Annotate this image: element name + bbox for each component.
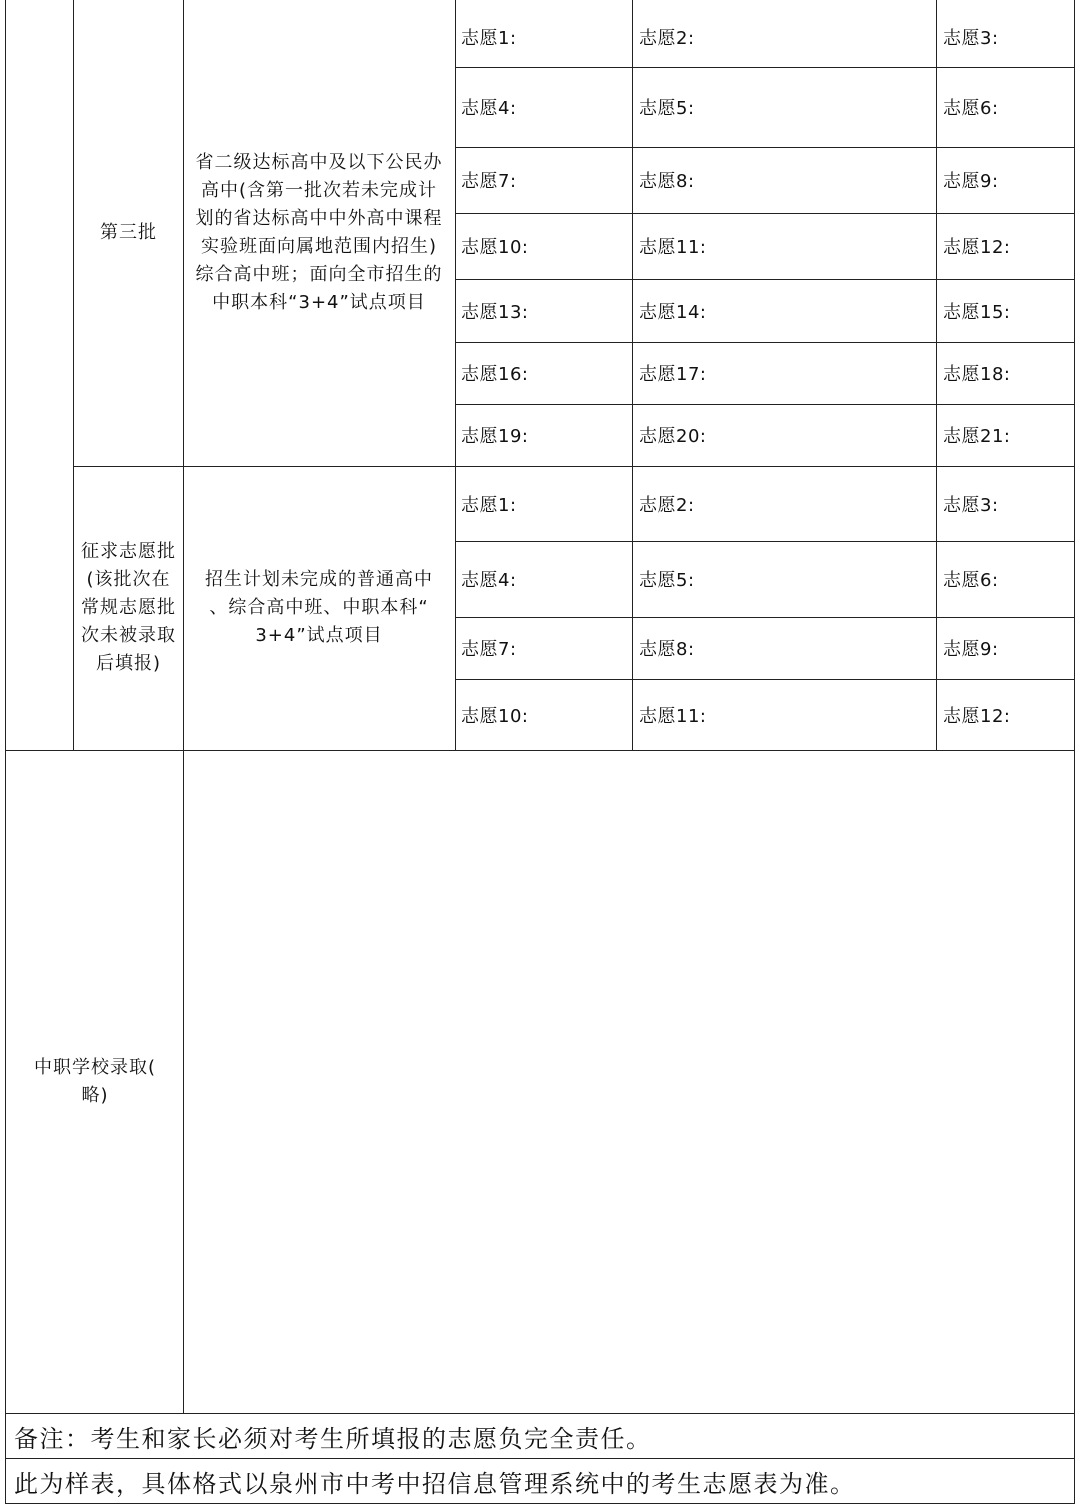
choice-cell[interactable] <box>639 342 935 404</box>
choice-label: 志愿19: <box>461 426 529 447</box>
choice-cell[interactable] <box>461 279 631 342</box>
solicit-description: 招生计划未完成的普通高中 、综合高中班、中职本科“ 3+4”试点项目 <box>205 569 433 646</box>
batch3-label: 第三批 <box>100 222 157 243</box>
choice-label: 志愿9: <box>943 171 999 192</box>
choice-cell[interactable] <box>943 213 1073 279</box>
batch3-description: 省二级达标高中及以下公民办 高中(含第一批次若未完成计 划的省达标高中中外高中课程 实验班面向属地范围内招生) 综合高中班；面向全市招生的 中职本科“3+4”试点项目 <box>195 152 443 313</box>
choice-cell[interactable] <box>461 147 631 213</box>
choice-cell[interactable] <box>943 279 1073 342</box>
choice-cell[interactable] <box>943 6 1073 67</box>
divider-col-4 <box>632 0 633 750</box>
choice-label: 志愿4: <box>461 570 517 591</box>
choice-label: 志愿7: <box>461 171 517 192</box>
choice-cell[interactable] <box>461 466 631 541</box>
remark-text: 备注：考生和家长必须对考生所填报的志愿负完全责任。 <box>14 1424 652 1453</box>
choice-cell[interactable] <box>639 147 935 213</box>
choice-cell[interactable] <box>639 6 935 67</box>
choice-label: 志愿15: <box>943 301 1011 323</box>
choice-cell[interactable] <box>943 404 1073 466</box>
choice-cell[interactable] <box>639 213 935 279</box>
choice-cell[interactable] <box>639 279 935 342</box>
choice-cell[interactable] <box>461 67 631 147</box>
choice-cell[interactable] <box>943 541 1073 617</box>
choice-label: 志愿12: <box>943 237 1011 258</box>
choice-cell[interactable] <box>943 147 1073 213</box>
choice-label: 志愿20: <box>639 426 707 447</box>
choice-label: 志愿21: <box>943 426 1011 447</box>
choice-cell[interactable] <box>943 67 1073 147</box>
vocational-content-area[interactable] <box>184 751 1074 1413</box>
choice-label: 志愿8: <box>639 639 695 660</box>
choice-label: 志愿9: <box>943 639 999 660</box>
batch3-label-cell <box>74 0 183 466</box>
choice-label: 志愿11: <box>639 237 707 258</box>
choice-label: 志愿17: <box>639 364 707 385</box>
solicit-label-cell <box>78 466 179 750</box>
border-right <box>1074 0 1075 1504</box>
vocational-label: 中职学校录取( 略) <box>33 1056 157 1106</box>
choice-cell[interactable] <box>461 6 631 67</box>
choice-label: 志愿5: <box>639 98 695 119</box>
choice-cell[interactable] <box>943 679 1073 750</box>
choice-label: 志愿12: <box>943 705 1011 727</box>
choice-cell[interactable] <box>943 466 1073 541</box>
choice-label: 志愿3: <box>943 494 999 516</box>
choice-cell[interactable] <box>461 213 631 279</box>
divider-col-5 <box>936 0 937 750</box>
choice-cell[interactable] <box>639 466 935 541</box>
choice-cell[interactable] <box>639 541 935 617</box>
remark-note <box>14 1414 652 1458</box>
border-left <box>5 0 6 1504</box>
choice-label: 志愿7: <box>461 639 517 660</box>
choice-label: 志愿10: <box>461 705 529 727</box>
choice-cell[interactable] <box>461 679 631 750</box>
choice-label: 志愿10: <box>461 237 529 258</box>
choice-label: 志愿5: <box>639 570 695 591</box>
choice-label: 志愿18: <box>943 364 1011 385</box>
solicit-label: 征求志愿批 (该批次在 常规志愿批 次未被录取 后填报) <box>81 541 176 674</box>
choice-cell[interactable] <box>639 67 935 147</box>
sample-text: 此为样表，具体格式以泉州市中考中招信息管理系统中的考生志愿表为准。 <box>14 1469 856 1498</box>
choice-label: 志愿14: <box>639 301 707 323</box>
choice-cell[interactable] <box>461 541 631 617</box>
choice-label: 志愿1: <box>461 494 517 516</box>
choice-label: 志愿6: <box>943 570 999 591</box>
choice-cell[interactable] <box>461 404 631 466</box>
choice-label: 志愿2: <box>639 27 695 49</box>
choice-cell[interactable] <box>639 617 935 679</box>
choice-label: 志愿2: <box>639 494 695 516</box>
choice-cell[interactable] <box>461 342 631 404</box>
choice-label: 志愿8: <box>639 171 695 192</box>
choice-cell[interactable] <box>639 679 935 750</box>
choice-cell[interactable] <box>943 342 1073 404</box>
sample-note <box>14 1459 856 1503</box>
choice-cell[interactable] <box>639 404 935 466</box>
choice-label: 志愿16: <box>461 364 529 385</box>
choice-label: 志愿11: <box>639 705 707 727</box>
choice-label: 志愿13: <box>461 301 529 323</box>
vocational-label-cell <box>20 750 170 1413</box>
choice-label: 志愿6: <box>943 98 999 119</box>
batch3-description-cell <box>188 0 450 466</box>
solicit-description-cell <box>190 466 448 750</box>
choice-cell[interactable] <box>461 617 631 679</box>
divider-col-3 <box>455 0 456 750</box>
choice-label: 志愿1: <box>461 27 517 49</box>
choice-cell[interactable] <box>943 617 1073 679</box>
choice-label: 志愿4: <box>461 98 517 119</box>
choice-label: 志愿3: <box>943 27 999 49</box>
